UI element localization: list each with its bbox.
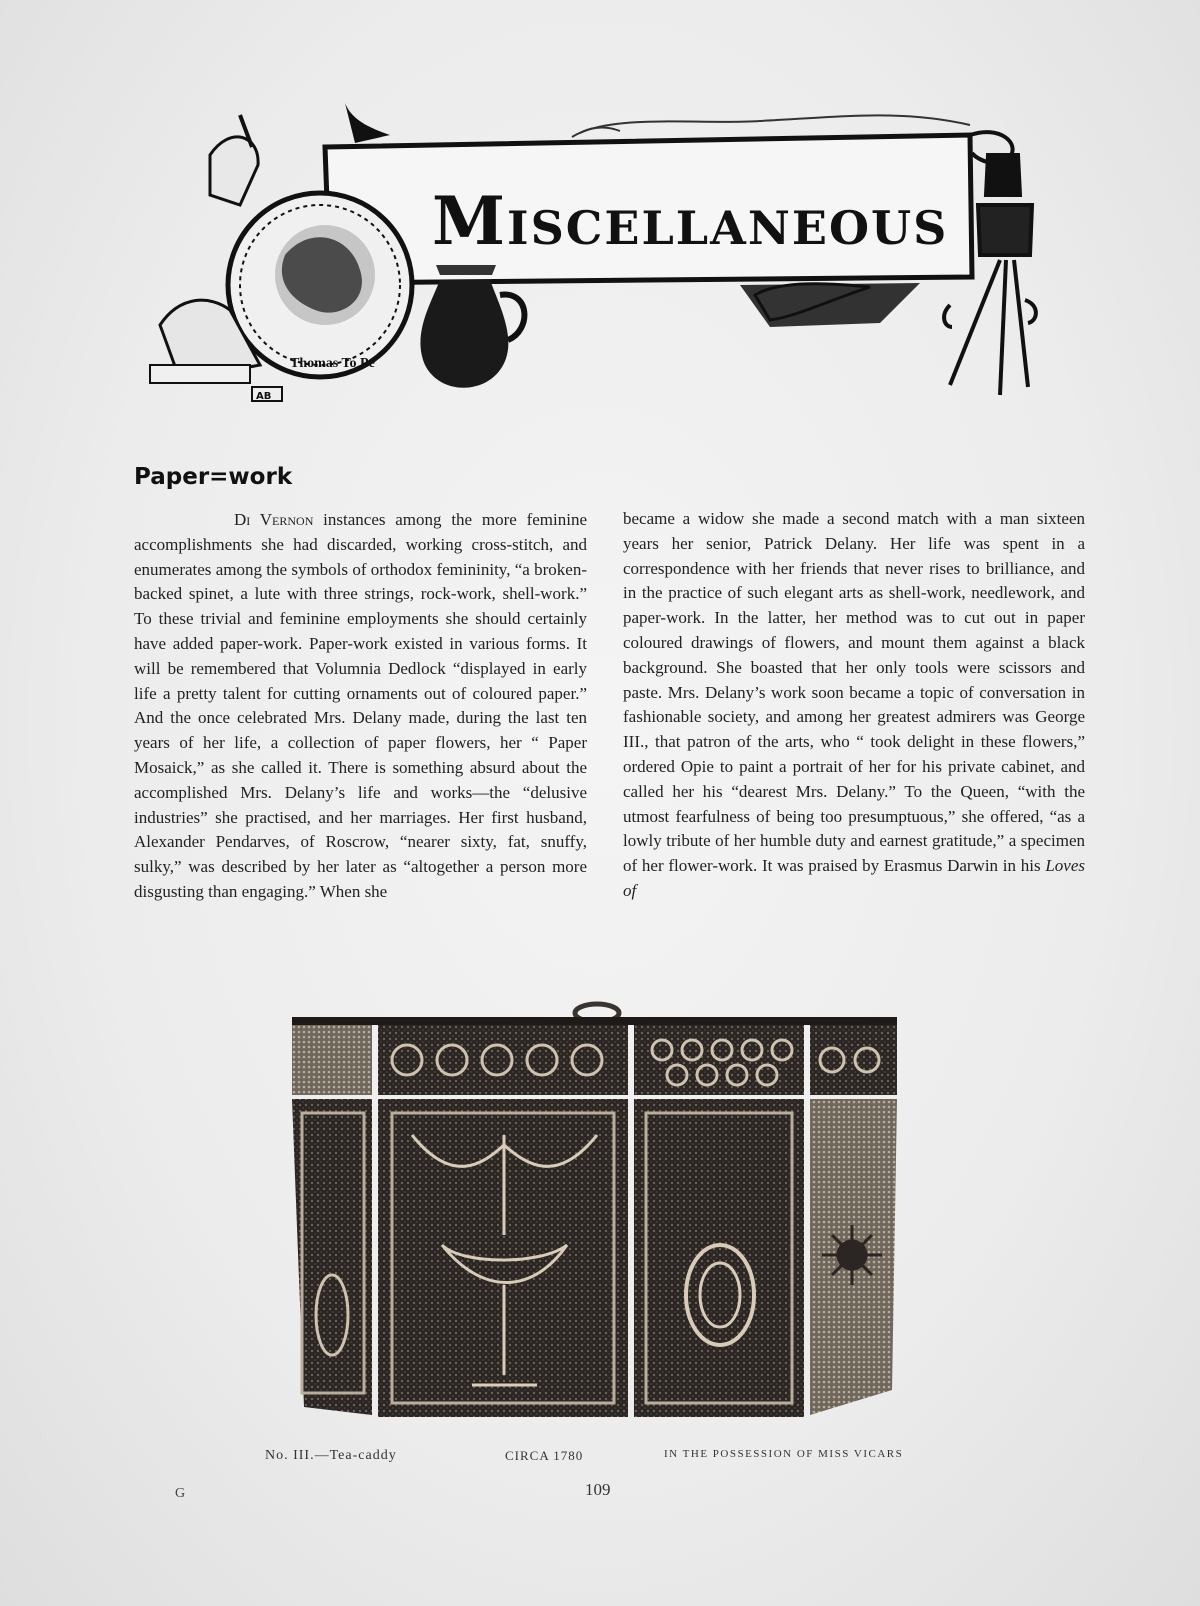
paragraph-right [623, 507, 1085, 904]
right-column-text: became a widow she made a second match with a man sixteen years her senior, Patrick Delany. Her life was spent in a correspondence with her friends that never rises to brilliance, and in the practice of such elegant arts as shell-work, needlework, and paper-work. In the latter, her method was to cut out in paper coloured drawings of flowers, and mount them against a black background. She boasted that her only tools were scissors and paste. Mrs. Delany’s work soon became a topic of conversation in fashionable society, and among her greatest admirers was George III., that patron of the arts, who “ took delight in these flowers,” ordered Opie to paint a portrait of her for his private cabinet, and called her his “dearest Mrs. Delany.” To the Queen, “with the utmost fearfulness of being too presumptuous,” she offered, “as a lowly tribute of her humble duty and earnest gratitude,” a specimen of her flower-work. It was praised by Erasmus Darwin in his [623, 509, 1085, 876]
decorated-plate [228, 193, 412, 377]
section-heading: Paper=work [134, 464, 293, 490]
text-column-right [623, 507, 1085, 904]
caption-provenance: IN THE POSSESSION OF MISS VICARS [664, 1448, 904, 1460]
header-title: Miscellaneous [432, 182, 949, 260]
caption-date: CIRCA 1780 [505, 1448, 584, 1463]
plate-inscription: Thomas To Pe [290, 356, 375, 371]
header-illustration [140, 95, 1080, 425]
caption-number: No. III.—Tea-caddy [265, 1448, 397, 1463]
page-number: 109 [585, 1480, 611, 1499]
lead-name: Di Vernon [234, 510, 314, 529]
text-column-left [134, 508, 587, 905]
right-column-italic: Loves of [623, 856, 1085, 900]
artist-monogram: AB [256, 391, 272, 402]
paragraph-left [134, 508, 587, 905]
tea-caddy-photo [292, 995, 918, 1425]
left-column-text: instances among the more feminine accomplishments she had discarded, working cross-stitch, and enumerates among the symbols of orthodox femininity, “a broken-backed spinet, a lute with three strings, rock-work, shell-work.” To these trivial and feminine employments she should certainly have added paper-work. Paper-work existed in various forms. It will be remembered that Volumnia Dedlock “displayed in early life a pretty talent for cutting ornaments out of coloured paper.” And the once celebrated Mrs. Delany made, during the last ten years of her life, a collection of paper flowers, her “ Paper Mosaick,” as she called it. There is something absurd about the accomplished Mrs. Delany’s life and works—the “delusive industries” she practised, and her marriages. Her first husband, Alexander Pendarves, of Roscrow, “nearer sixty, fat, snuffy, sulky,” was described by her later as “altogether a person more disgusting than engaging.” When she [134, 510, 588, 901]
signature-mark: G [175, 1486, 186, 1501]
